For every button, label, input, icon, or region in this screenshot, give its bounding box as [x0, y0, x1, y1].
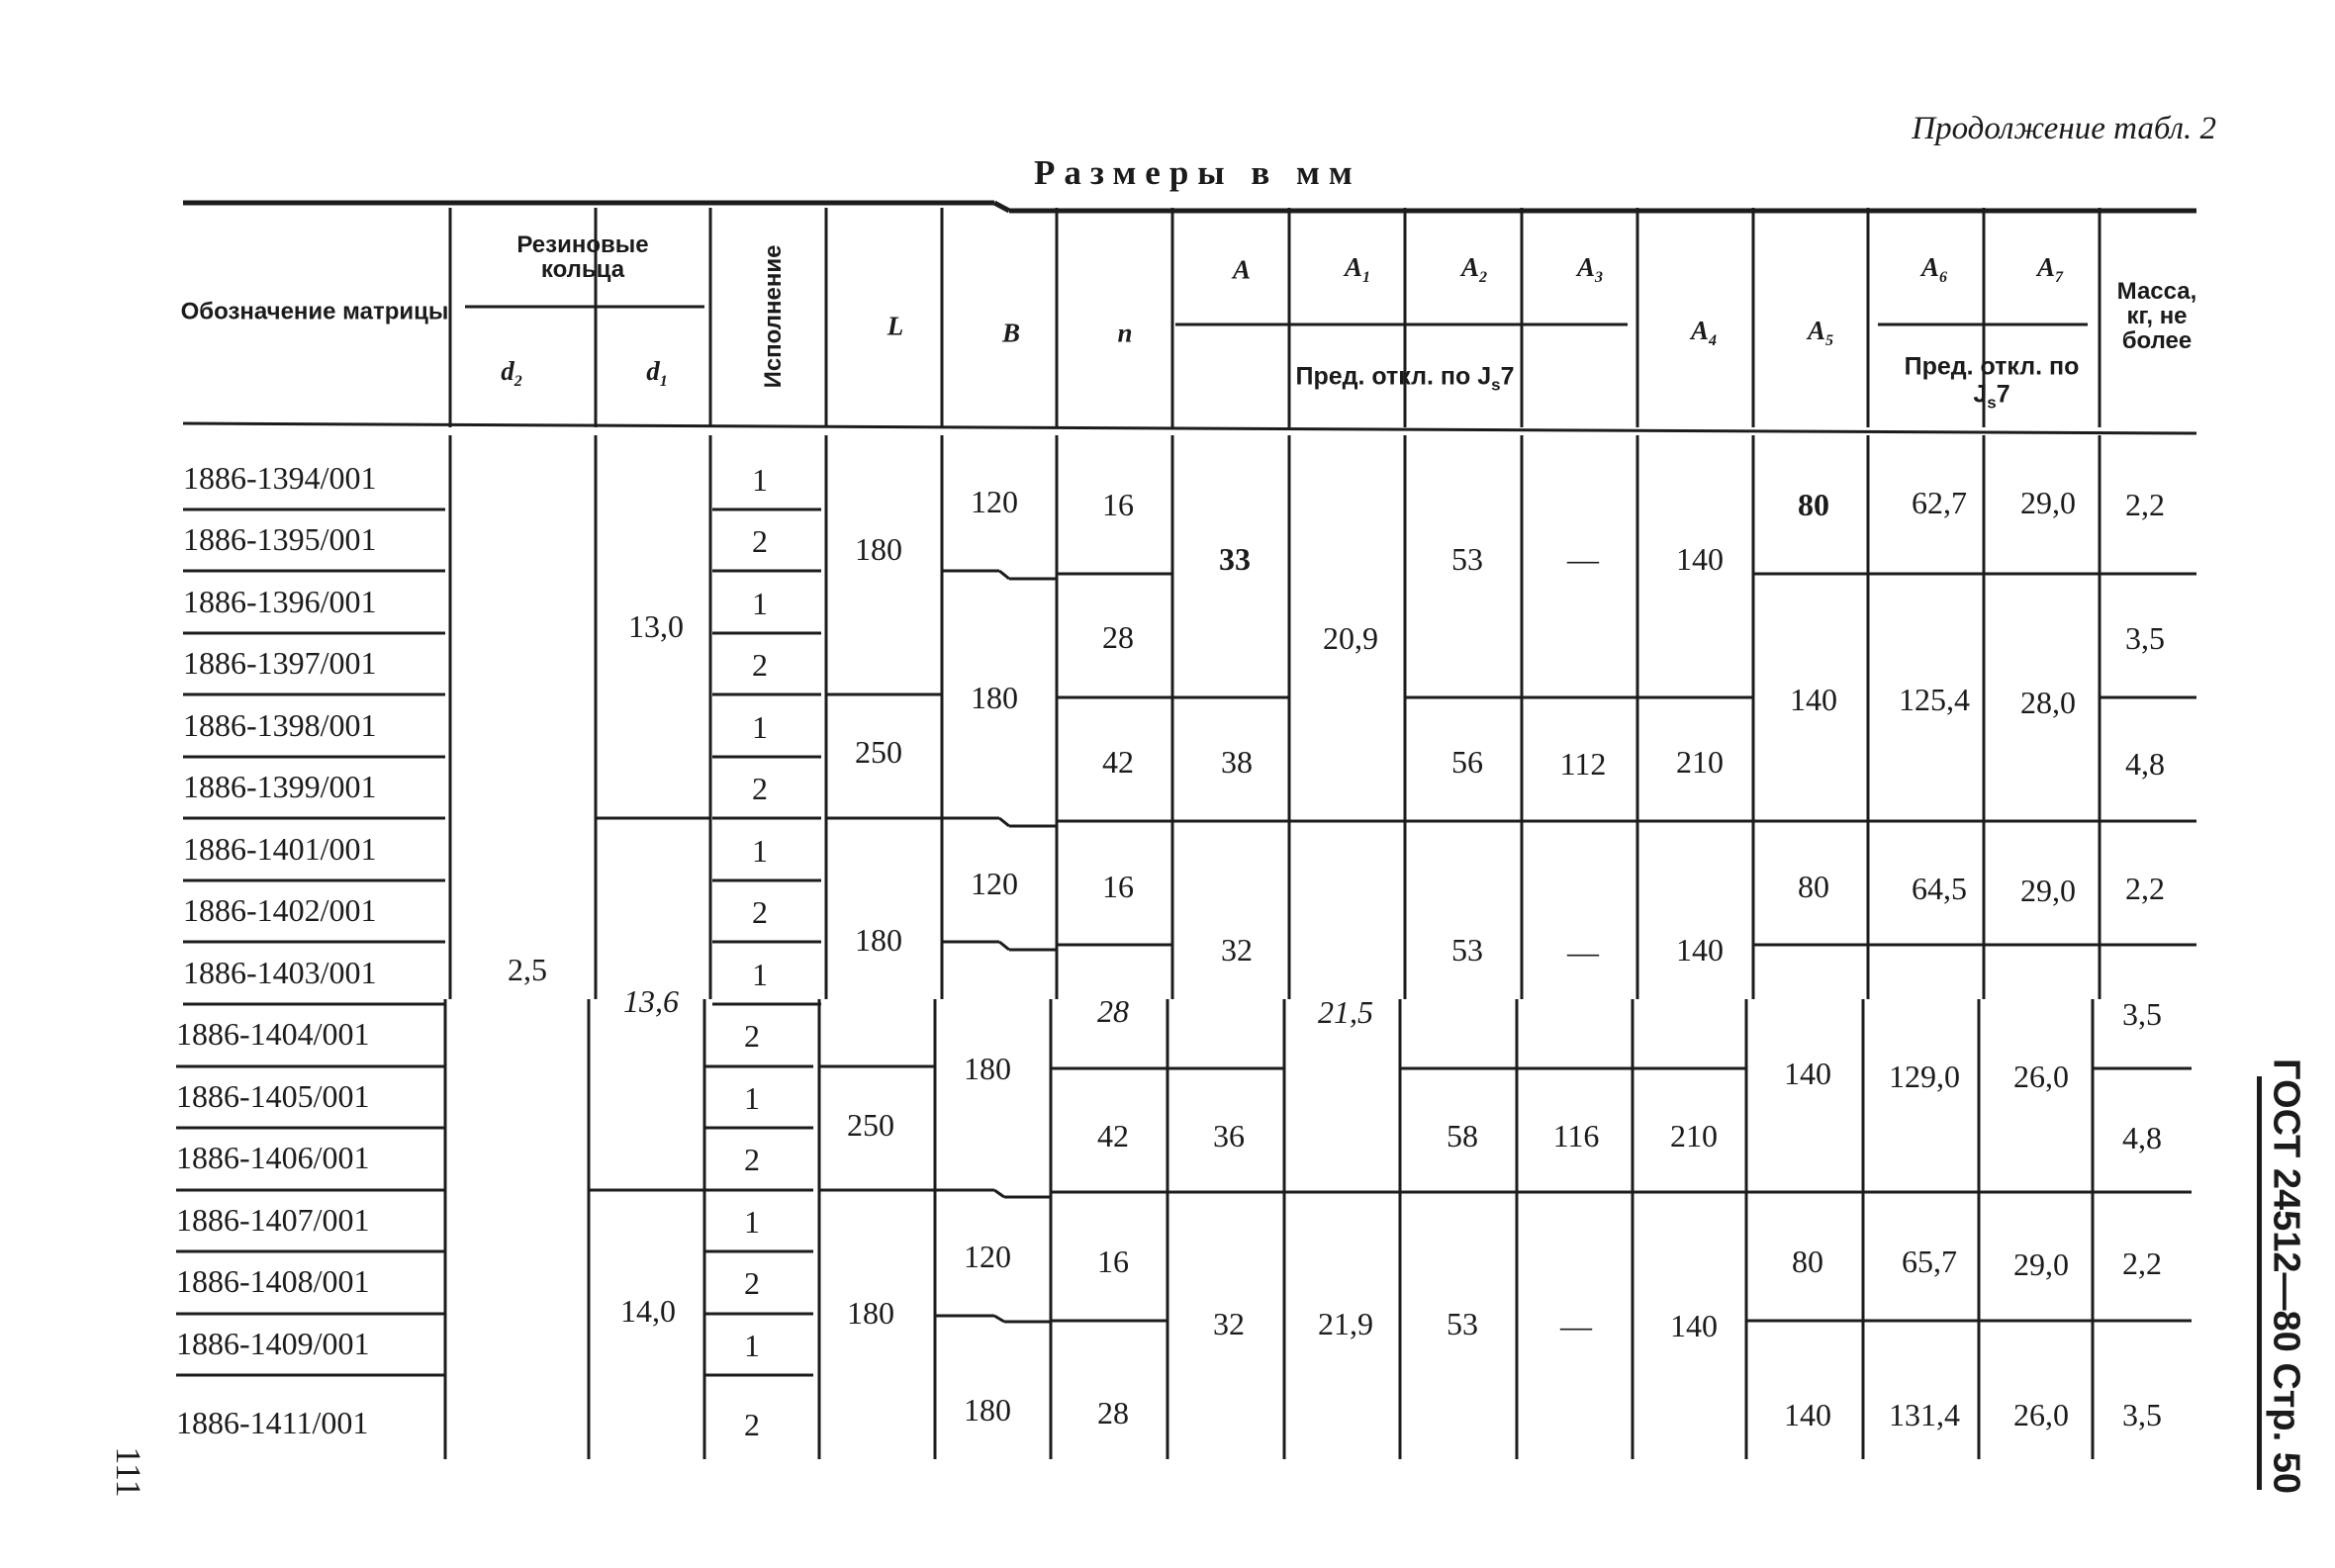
mass-value: 3,5 [2125, 620, 2165, 656]
designation-cell: 1886-1403/001 [183, 955, 377, 990]
grid-line [999, 818, 1009, 826]
A4-value: 210 [1676, 744, 1724, 780]
units-caption: Размеры в мм [1034, 153, 1361, 192]
header-n: n [1117, 318, 1133, 348]
A1-value: 21,5 [1318, 994, 1373, 1030]
header-mass: Масса, кг, не более [2116, 278, 2197, 355]
A5-value: 140 [1784, 1056, 1831, 1091]
execution-cell: 2 [744, 1407, 760, 1442]
execution-cell: 2 [744, 1142, 760, 1177]
n-value: 42 [1097, 1118, 1129, 1153]
grid-line [999, 571, 1009, 579]
mass-value: 4,8 [2122, 1120, 2162, 1155]
A7-value: 29,0 [2020, 873, 2076, 908]
execution-cell: 1 [752, 586, 768, 621]
L-value: 250 [855, 734, 902, 770]
designation-cell: 1886-1408/001 [176, 1263, 370, 1299]
L-value: 180 [847, 1295, 894, 1331]
mass-value: 2,2 [2125, 871, 2165, 906]
execution-cell: 1 [752, 462, 768, 498]
header-execution: Исполнение [760, 244, 787, 389]
designation-cell: 1886-1394/001 [183, 460, 377, 496]
execution-cell: 2 [752, 523, 768, 559]
d1-value: 13,0 [628, 608, 684, 644]
L-value: 180 [855, 531, 902, 567]
header-A7: $A_7$ [2036, 251, 2064, 287]
A7-value: 26,0 [2013, 1059, 2069, 1094]
A4-value: 140 [1670, 1308, 1718, 1343]
header-designation: Обозначение матрицы [180, 298, 449, 325]
B-value: 180 [964, 1051, 1011, 1086]
designation-cell: 1886-1406/001 [176, 1140, 370, 1175]
A2-value: 56 [1451, 744, 1483, 780]
execution-cell: 1 [744, 1204, 760, 1240]
execution-cell: 2 [752, 894, 768, 930]
designation-cell: 1886-1405/001 [176, 1078, 370, 1114]
execution-cell: 1 [752, 833, 768, 869]
designation-cell: 1886-1395/001 [183, 521, 377, 557]
L-value: 180 [855, 922, 902, 958]
execution-cell: 2 [744, 1265, 760, 1301]
header-d1: $d_1$ [646, 355, 668, 391]
A2-value: 58 [1447, 1118, 1478, 1153]
A7-value: 26,0 [2013, 1397, 2069, 1432]
header-A6: $A_6$ [1920, 251, 1948, 287]
mass-value: 4,8 [2125, 746, 2165, 782]
continuation-caption: Продолжение табл. 2 [1912, 111, 2216, 146]
A5-value: 140 [1790, 682, 1837, 717]
d1-value: 14,0 [620, 1293, 676, 1329]
B-value: 180 [964, 1392, 1011, 1428]
execution-cell: 2 [752, 647, 768, 683]
designation-cell: 1886-1402/001 [183, 892, 377, 928]
A-value: 36 [1213, 1118, 1245, 1153]
A3-value: — [1560, 1308, 1592, 1343]
n-value: 28 [1097, 993, 1129, 1029]
designation-cell: 1886-1397/001 [183, 645, 377, 681]
A5-value: 80 [1798, 869, 1829, 904]
execution-cell: 1 [744, 1080, 760, 1116]
header-tolerance-A: Пред. откл. по $J_s7$ [1295, 362, 1515, 395]
A3-value: 112 [1559, 746, 1607, 782]
A2-value: 53 [1451, 541, 1483, 577]
A5-value: 140 [1784, 1397, 1831, 1432]
mass-value: 2,2 [2122, 1245, 2162, 1281]
A7-value: 29,0 [2013, 1246, 2069, 1282]
grid-line [994, 1190, 1004, 1197]
A3-value: — [1567, 934, 1599, 969]
A1-value: 21,9 [1318, 1306, 1373, 1341]
A2-value: 53 [1451, 932, 1483, 968]
A7-value: 29,0 [2020, 485, 2076, 520]
A6-value: 125,4 [1899, 682, 1970, 717]
header-tolerance-A6-A7: Пред. откл. по $J_s7$ [1904, 352, 2080, 412]
A-value: 33 [1219, 541, 1251, 577]
standard-caption: ГОСТ 24512—80 Стр. 50 [2265, 1058, 2307, 1495]
header-A4: $A_4$ [1690, 315, 1718, 350]
designation-cell: 1886-1407/001 [176, 1202, 370, 1238]
A5-value: 80 [1792, 1244, 1823, 1279]
execution-cell: 1 [752, 957, 768, 992]
A-value: 32 [1221, 932, 1253, 968]
A4-value: 210 [1670, 1118, 1718, 1153]
n-value: 16 [1102, 487, 1134, 522]
execution-cell: 2 [744, 1018, 760, 1054]
grid-line [183, 423, 2196, 433]
standard-margin-rule [2257, 1076, 2262, 1490]
mass-value: 3,5 [2122, 1397, 2162, 1432]
designation-cell: 1886-1401/001 [183, 831, 377, 867]
designation-cell: 1886-1399/001 [183, 769, 377, 804]
n-value: 42 [1102, 744, 1134, 780]
n-value: 28 [1102, 619, 1134, 655]
header-A: A [1232, 254, 1252, 285]
header-A1: $A_1$ [1344, 251, 1371, 287]
d1-value: 13,6 [623, 983, 679, 1019]
designation-cell: 1886-1398/001 [183, 707, 377, 743]
header-A5: $A_5$ [1807, 315, 1834, 350]
grid-line [994, 203, 1009, 211]
header-L: L [887, 311, 904, 341]
grid-line [999, 942, 1009, 950]
n-value: 28 [1097, 1395, 1129, 1430]
designation-cell: 1886-1396/001 [183, 584, 377, 619]
A6-value: 129,0 [1889, 1059, 1960, 1094]
A6-value: 64,5 [1912, 871, 1967, 906]
execution-cell: 1 [752, 709, 768, 745]
B-value: 120 [971, 484, 1018, 519]
A4-value: 140 [1676, 541, 1724, 577]
header-A3: $A_3$ [1576, 251, 1604, 287]
A3-value: — [1567, 541, 1599, 577]
designation-cell: 1886-1411/001 [176, 1405, 369, 1440]
B-value: 180 [971, 680, 1018, 715]
A-value: 38 [1221, 744, 1253, 780]
execution-cell: 1 [744, 1328, 760, 1363]
n-value: 16 [1102, 869, 1134, 904]
A6-value: 65,7 [1902, 1244, 1957, 1279]
A-value: 32 [1213, 1306, 1245, 1341]
d2-value: 2,5 [508, 952, 547, 987]
B-value: 120 [971, 866, 1018, 901]
header-B: B [1001, 318, 1021, 348]
n-value: 16 [1097, 1244, 1129, 1279]
L-value: 250 [847, 1107, 894, 1143]
execution-cell: 2 [752, 771, 768, 806]
mass-value: 3,5 [2122, 996, 2162, 1032]
header-A2: $A_2$ [1460, 251, 1488, 287]
A2-value: 53 [1447, 1306, 1478, 1341]
A3-value: 116 [1552, 1118, 1600, 1153]
grid-line [994, 1316, 1004, 1322]
header-rubber-rings: Резиновые кольца [516, 231, 649, 283]
designation-cell: 1886-1404/001 [176, 1016, 370, 1052]
A6-value: 62,7 [1912, 485, 1967, 520]
page-number: 111 [109, 1446, 148, 1498]
A4-value: 140 [1676, 932, 1724, 968]
A7-value: 28,0 [2020, 685, 2076, 720]
A6-value: 131,4 [1889, 1397, 1960, 1432]
B-value: 120 [964, 1239, 1011, 1274]
A5-value: 80 [1798, 487, 1829, 522]
A1-value: 20,9 [1323, 620, 1378, 656]
header-d2: $d_2$ [501, 355, 522, 391]
mass-value: 2,2 [2125, 487, 2165, 522]
designation-cell: 1886-1409/001 [176, 1326, 370, 1361]
